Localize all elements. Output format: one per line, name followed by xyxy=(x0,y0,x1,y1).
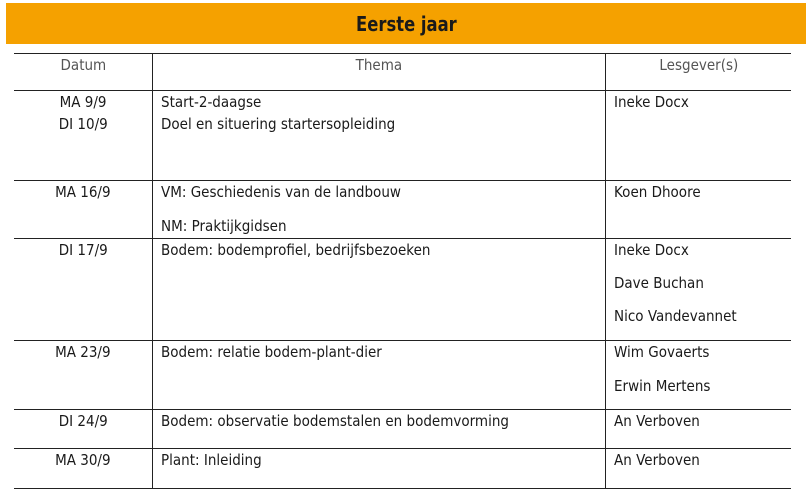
teacher-name: Dave Buchan xyxy=(614,274,704,292)
teacher-name: Wim Govaerts xyxy=(614,343,710,361)
cell-datum xyxy=(14,181,153,239)
date-text: MA 30/9 xyxy=(55,451,111,469)
cell-datum xyxy=(14,239,153,341)
theme-text: NM: Praktijkgidsen xyxy=(161,217,287,235)
date-text: DI 24/9 xyxy=(58,412,108,430)
theme-text: Start-2-daagse xyxy=(161,93,262,111)
cell-thema xyxy=(153,91,606,181)
table-row xyxy=(14,181,791,239)
cell-thema xyxy=(153,181,606,239)
theme-text: Plant: Inleiding xyxy=(161,451,262,469)
table-row xyxy=(14,91,791,181)
teacher-name: Koen Dhoore xyxy=(614,183,701,201)
column-header-thema: Thema xyxy=(153,54,606,91)
cell-thema xyxy=(153,239,606,341)
cell-lesgever xyxy=(606,449,792,489)
cell-datum xyxy=(14,449,153,489)
table-header-row xyxy=(14,54,791,91)
table-row xyxy=(14,410,791,449)
teacher-name: Ineke Docx xyxy=(614,241,689,259)
date-text: DI 17/9 xyxy=(58,241,108,259)
date-text: MA 16/9 xyxy=(55,183,111,201)
title-banner xyxy=(6,3,806,44)
teacher-name: An Verboven xyxy=(614,451,700,469)
cell-lesgever xyxy=(606,410,792,449)
teacher-name: Ineke Docx xyxy=(614,93,689,111)
schedule-table xyxy=(14,53,791,489)
cell-thema xyxy=(153,449,606,489)
date-text: DI 10/9 xyxy=(58,115,108,133)
cell-thema xyxy=(153,341,606,410)
cell-lesgever xyxy=(606,239,792,341)
teacher-name: Nico Vandevannet xyxy=(614,307,737,325)
table-row xyxy=(14,449,791,489)
theme-text: Doel en situering startersopleiding xyxy=(161,115,396,133)
cell-datum xyxy=(14,91,153,181)
theme-text: Bodem: observatie bodemstalen en bodemvorming xyxy=(161,412,509,430)
date-text: MA 9/9 xyxy=(59,93,107,111)
theme-text: Bodem: relatie bodem-plant-dier xyxy=(161,343,382,361)
teacher-name: Erwin Mertens xyxy=(614,377,711,395)
table-row xyxy=(14,239,791,341)
column-header-datum: Datum xyxy=(14,54,153,91)
page-title: Eerste jaar xyxy=(355,11,457,36)
theme-text: Bodem: bodemprofiel, bedrijfsbezoeken xyxy=(161,241,431,259)
cell-lesgever xyxy=(606,341,792,410)
teacher-name: An Verboven xyxy=(614,412,700,430)
cell-datum xyxy=(14,341,153,410)
cell-datum xyxy=(14,410,153,449)
table-row xyxy=(14,341,791,410)
cell-lesgever xyxy=(606,181,792,239)
cell-thema xyxy=(153,410,606,449)
cell-lesgever xyxy=(606,91,792,181)
date-text: MA 23/9 xyxy=(55,343,111,361)
theme-text: VM: Geschiedenis van de landbouw xyxy=(161,183,401,201)
column-header-lesgever: Lesgever(s) xyxy=(606,54,792,91)
